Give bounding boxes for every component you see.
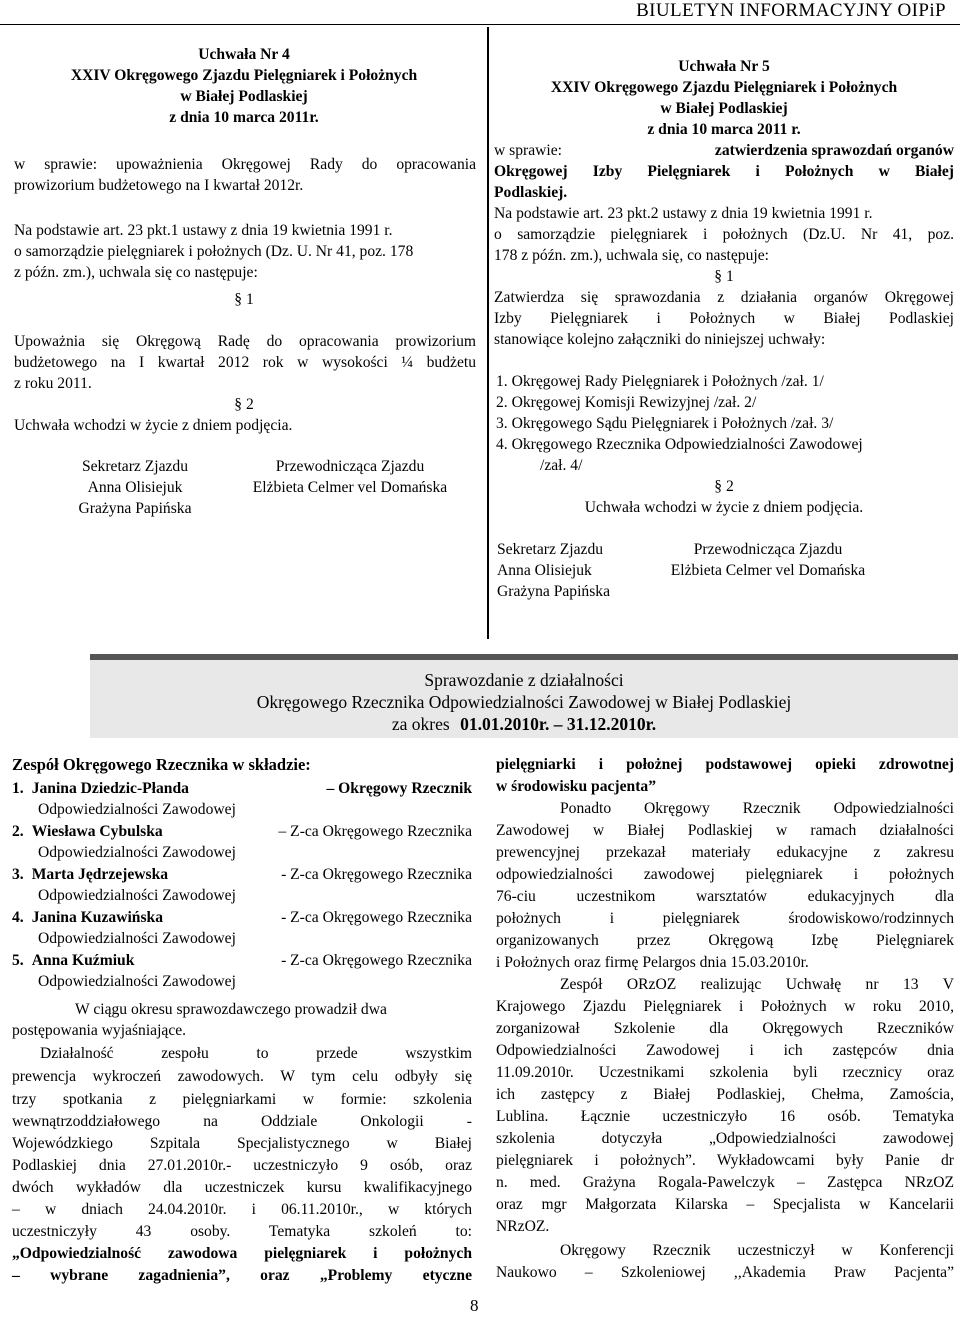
resolution-4-paragraph-2: § 2	[234, 396, 254, 413]
report-body-line: Lublina. Łącznie uczestniczyło 16 osób. Tematyka	[496, 1108, 954, 1125]
report-body-line: Zawodowej w Białej Podlaskiej w ramach działalności	[496, 822, 954, 839]
member-role-cont: Odpowiedzialności Zawodowej	[38, 801, 236, 818]
report-body-line: Naukowo – Szkoleniowej ,,Akademia Praw Pacjenta”	[496, 1264, 954, 1281]
resolution-5-basis-line: 178 z późn. zm.), uchwala się, co następuje:	[494, 247, 769, 264]
resolution-5-paragraph-1: § 1	[714, 268, 734, 285]
resolution-5-body-line: Izby Pielęgniarek i Położnych w Białej Podlaskiej	[494, 310, 954, 327]
member-number: 5.	[12, 952, 24, 969]
resolution-4-place: w Białej Podlaskiej	[180, 88, 308, 105]
report-body-line: Ponadto Okręgowy Rzecznik Odpowiedzialności	[560, 800, 954, 817]
report-body-line: prewencyjnej przekazał materiały edukacyjne z zakresu	[496, 844, 954, 861]
team-heading: Zespół Okręgowego Rzecznika w składzie:	[12, 755, 311, 774]
member-role-cont: Odpowiedzialności Zawodowej	[38, 844, 236, 861]
report-body-line: ich zastępcy z Białej Podlaskiej, Chełma, Zamościa,	[496, 1086, 954, 1103]
member-name: Wiesława Cybulska	[31, 823, 163, 840]
resolution-4-paragraph-1: § 1	[234, 291, 254, 308]
attachment-list-item: 2. Okręgowej Komisji Rewizyjnej /zał. 2/	[496, 394, 757, 411]
team-member	[12, 907, 472, 928]
report-body-line: NRzOZ.	[496, 1218, 550, 1235]
attachment-list-item: 3. Okręgowego Sądu Pielęgniarek i Położnych /zał. 3/	[496, 415, 834, 432]
attachment-list-item: 1. Okręgowej Rady Pielęgniarek i Położnych /zał. 1/	[496, 373, 824, 390]
report-body-line: 11.09.2010r. Uczestnikami szkolenia byli rzecznicy oraz	[496, 1064, 954, 1081]
resolution-5-secretary-name: Grażyna Papińska	[497, 583, 611, 600]
report-body-line: wewnątrzoddziałowego na Oddziale Onkologii -	[12, 1113, 472, 1130]
report-period	[90, 713, 958, 735]
resolution-4-title: Uchwała Nr 4	[198, 46, 290, 63]
report-body-line: prewencja wykroczeń zawodowych. W tym celu odbyły się	[12, 1068, 472, 1085]
bulletin-header: BIULETYN INFORMACYJNY OIPiP	[636, 0, 946, 21]
resolution-5-title: Uchwała Nr 5	[678, 58, 770, 75]
resolution-4-secretary-name: Grażyna Papińska	[78, 500, 192, 517]
member-number: 2.	[12, 823, 24, 840]
report-body-line: szkolenia dotyczyła „Odpowiedzialności zawodowej	[496, 1130, 954, 1147]
member-role: - Z-ca Okręgowego Rzecznika	[281, 952, 472, 969]
report-period-prefix: za okres	[391, 714, 450, 734]
report-body-line: odpowiedzialności zawodowej pielęgniarek i położnych	[496, 866, 954, 883]
resolution-4-date: z dnia 10 marca 2011r.	[169, 109, 319, 126]
resolution-4-basis-line: z późn. zm.), uchwala się co następuje:	[14, 264, 258, 281]
report-body-line: Krajowego Zjazdu Pielęgniarek i Położnych w roku 2010,	[496, 998, 954, 1015]
resolution-4-assembly: XXIV Okręgowego Zjazdu Pielęgniarek i Położnych	[70, 67, 418, 84]
resolution-5-subject-line	[494, 140, 954, 161]
resolution-5-paragraph-2: § 2	[714, 478, 734, 495]
member-role-cont: Odpowiedzialności Zawodowej	[38, 887, 236, 904]
report-body-line: – wybrane zagadnienia”, oraz „Problemy etyczne	[12, 1267, 472, 1284]
resolution-5-assembly: XXIV Okręgowego Zjazdu Pielęgniarek i Położnych	[550, 79, 898, 96]
report-body-line: organizowanych przez Okręgową Izbę Pielęgniarek	[496, 932, 954, 949]
attachment-list-item-cont: /zał. 4/	[540, 457, 583, 474]
member-role-cont: Odpowiedzialności Zawodowej	[38, 973, 236, 990]
resolution-4-subject-line: w sprawie: upoważnienia Okręgowej Rady do opracowania	[14, 156, 476, 173]
resolution-5-secretary-role: Sekretarz Zjazdu	[497, 541, 604, 558]
resolution-4-body-line: budżetowego na I kwartał 2012 rok w wysokości ¼ budżetu	[14, 354, 476, 371]
resolution-5-body-line: Zatwierdza się sprawozdania z działania organów Okręgowej	[494, 289, 954, 306]
report-body-line: 76-ciu uczestnikom warsztatów edukacyjnych dla	[496, 888, 954, 905]
report-body-line: n. med. Grażyna Rogala-Pawelczyk – Zastępca NRzOZ	[496, 1174, 954, 1191]
report-body-line: oraz mgr Małgorzata Kilarska – Specjalista w Kancelarii	[496, 1196, 954, 1213]
attachment-list-item: 4. Okręgowego Rzecznika Odpowiedzialności Zawodowej	[496, 436, 863, 453]
resolution-5-secretary-name: Anna Olisiejuk	[497, 562, 592, 579]
column-divider	[487, 27, 489, 639]
resolution-4-basis-line: o samorządzie pielęgniarek i położnych (Dz. U. Nr 41, poz. 178	[14, 243, 414, 260]
resolution-5-subject-text: Okręgowej Izby Pielęgniarek i Położnych w Białej	[494, 163, 954, 180]
report-period-dates: 01.01.2010r. – 31.12.2010r.	[460, 714, 657, 734]
resolution-5-date: z dnia 10 marca 2011 r.	[647, 121, 801, 138]
resolution-5-subject-text: Podlaskiej.	[494, 184, 568, 201]
resolution-4-secretary-role: Sekretarz Zjazdu	[81, 458, 189, 475]
resolution-5-subject-prefix: w sprawie:	[494, 142, 562, 159]
member-role-cont: Odpowiedzialności Zawodowej	[38, 930, 236, 947]
team-member	[12, 864, 472, 885]
resolution-4-body-line: Upoważnia się Okręgową Radę do opracowania prowizorium	[14, 333, 476, 350]
report-title: Sprawozdanie z działalności	[424, 670, 624, 690]
report-body-line: postępowania wyjaśniające.	[12, 1022, 187, 1039]
report-body-line: Zespół ORzOZ realizując Uchwałę nr 13 V	[560, 976, 954, 993]
member-role: – Okręgowy Rzecznik	[326, 780, 472, 797]
member-number: 4.	[12, 909, 24, 926]
report-body-line: dwóch wykładów dla uczestniczek kursu kwalifikacyjnego	[12, 1179, 472, 1196]
resolution-5-basis-line: Na podstawie art. 23 pkt.2 ustawy z dnia 19 kwietnia 1991 r.	[494, 205, 873, 222]
resolution-5-body-line: stanowiące kolejno załączniki do niniejszej uchwały:	[494, 331, 826, 348]
resolution-4-subject-line: prowizorium budżetowego na I kwartał 2012r.	[14, 177, 304, 194]
report-body-line: trzy spotkania z pielęgniarkami w formie: szkolenia	[12, 1091, 472, 1108]
report-body-line: pielęgniarki i położnej podstawowej opieki zdrowotnej	[496, 756, 954, 773]
team-member	[12, 778, 472, 799]
resolution-5-place: w Białej Podlaskiej	[660, 100, 788, 117]
resolution-4-basis-line: Na podstawie art. 23 pkt.1 ustawy z dnia 19 kwietnia 1991 r.	[14, 222, 393, 239]
report-body-line: Działalność zespołu to przede wszystkim	[40, 1045, 472, 1062]
resolution-4-closing: Uchwała wchodzi w życie z dniem podjęcia.	[14, 417, 293, 434]
resolution-4-secretary-name: Anna Olisiejuk	[87, 479, 183, 496]
team-member	[12, 821, 472, 842]
report-body-line: uczestniczyły 43 osoby. Tematyka szkoleń to:	[12, 1223, 472, 1240]
report-body-line: „Odpowiedzialność zawodowa pielęgniarek i położnych	[12, 1245, 472, 1262]
resolution-4-chair-role: Przewodnicząca Zjazdu	[275, 458, 425, 475]
resolution-5-subject-text: zatwierdzenia sprawozdań organów	[714, 142, 954, 159]
report-body-line: położnych i pielęgniarek środowiskowo/rodzinnych	[496, 910, 954, 927]
resolution-4-chair-name: Elżbieta Celmer vel Domańska	[252, 479, 448, 496]
member-role: – Z-ca Okręgowego Rzecznika	[278, 823, 472, 840]
page-number: 8	[470, 1296, 479, 1315]
report-subtitle: Okręgowego Rzecznika Odpowiedzialności Zawodowej w Białej Podlaskiej	[256, 692, 792, 712]
resolution-4-body-line: z roku 2011.	[14, 375, 92, 392]
resolution-5-chair-name: Elżbieta Celmer vel Domańska	[670, 562, 866, 579]
report-body-line: w środowisku pacjenta”	[496, 778, 657, 795]
member-number: 3.	[12, 866, 24, 883]
report-body-line: – w dniach 24.04.2010r. i 06.11.2010r., w których	[12, 1201, 472, 1218]
member-number: 1.	[12, 780, 24, 797]
member-name: Janina Dziedzic-Płanda	[31, 780, 189, 797]
report-body-line: W ciągu okresu sprawozdawczego prowadził dwa	[75, 1001, 387, 1018]
resolution-5-chair-role: Przewodnicząca Zjazdu	[693, 541, 843, 558]
report-body-line: Wojewódzkiego Szpitala Specjalistycznego w Białej	[12, 1135, 472, 1152]
member-role: - Z-ca Okręgowego Rzecznika	[281, 866, 472, 883]
report-body-line: zorganizował Szkolenie dla Okręgowych Rzeczników	[496, 1020, 954, 1037]
report-body-line: Podlaskiej dnia 27.01.2010r.- uczestniczyło 9 osób, oraz	[12, 1157, 472, 1174]
header-rule	[0, 24, 960, 25]
report-body-line: pielęgniarek i położnych”. Wykładowcami były Panie dr	[496, 1152, 954, 1169]
resolution-5-closing: Uchwała wchodzi w życie z dniem podjęcia.	[584, 499, 864, 516]
member-name: Marta Jędrzejewska	[31, 866, 169, 883]
member-role: - Z-ca Okręgowego Rzecznika	[281, 909, 472, 926]
report-body-line: Okręgowy Rzecznik uczestniczył w Konferencji	[560, 1242, 954, 1259]
resolution-5-basis-line: o samorządzie pielęgniarek i położnych (Dz.U. Nr 41, poz.	[494, 226, 954, 243]
team-member	[12, 950, 472, 971]
report-body-line: i Położnych oraz firmę Pelargos dnia 15.03.2010r.	[496, 954, 809, 971]
report-body-line: Odpowiedzialności Zawodowej i ich zastępców dnia	[496, 1042, 954, 1059]
member-name: Janina Kuzawińska	[31, 909, 163, 926]
member-name: Anna Kuźmiuk	[31, 952, 135, 969]
